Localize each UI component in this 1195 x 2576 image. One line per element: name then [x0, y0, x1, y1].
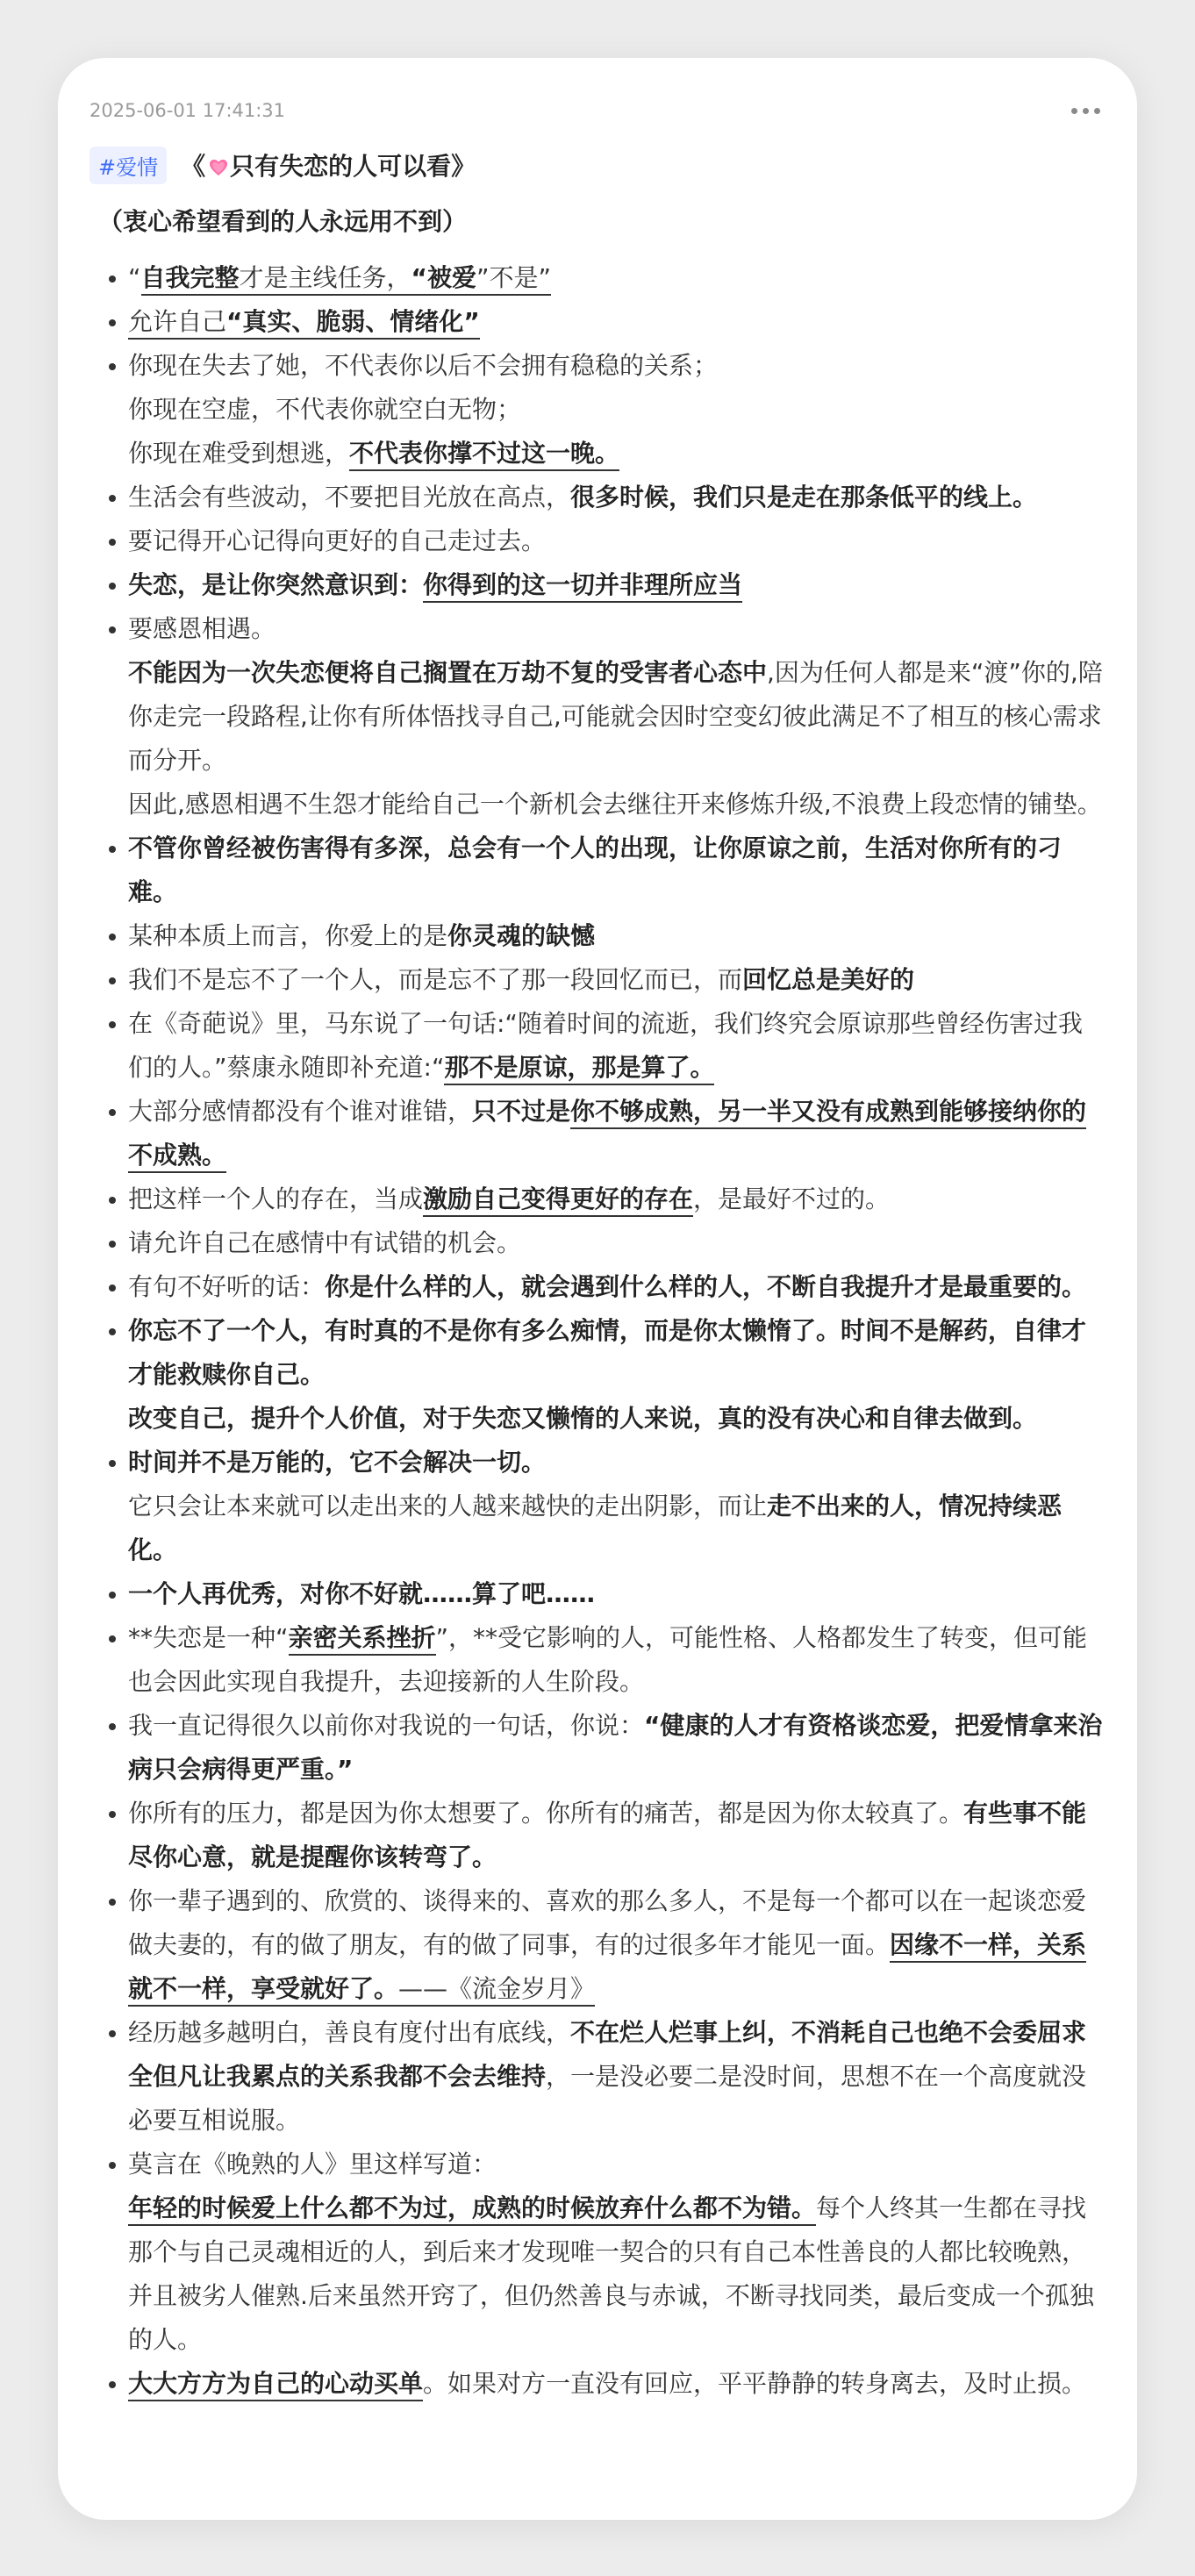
- text-segment: “: [128, 263, 141, 292]
- text-segment: 不代表你撑不过这一晚。: [349, 439, 619, 471]
- list-item-paragraph: [128, 1879, 1106, 2011]
- note-title-row: [89, 146, 1106, 184]
- list-item-paragraph: [128, 2011, 1106, 2143]
- text-segment: 要感恩相遇。: [128, 614, 276, 643]
- list-item-paragraph: [128, 1309, 1106, 1397]
- text-segment: 走不出来的人，情况持续恶化。: [128, 1492, 1063, 1564]
- list-item: [89, 1616, 1106, 1704]
- list-item-paragraph: [128, 1002, 1106, 1090]
- list-item: [89, 344, 1106, 476]
- list-item-paragraph: [128, 344, 1106, 388]
- list-item: [89, 1441, 1106, 1572]
- text-segment: 有些事不能尽你心意，就是提醒你该转弯了。: [128, 1799, 1087, 1871]
- text-segment: 你得到的这一切并非理所应当: [423, 570, 742, 603]
- text-segment: 。如果对方一直没有回应，平平静静的转身离去，及时止损。: [423, 2369, 1087, 2398]
- text-segment: 一个人再优秀，对你不好就……算了吧……: [128, 1579, 596, 1608]
- list-item-paragraph: [128, 826, 1106, 914]
- list-item-paragraph: [128, 651, 1106, 783]
- text-segment: 你不够成熟，另一半又没有成熟到能够接纳你的不成熟。: [128, 1097, 1086, 1173]
- list-item-paragraph: [128, 519, 1106, 563]
- text-segment: 每个人终其一生都在寻找那个与自己灵魂相近的人，到后来才发现唯一契合的只有自己本性善良的人都比较晚熟，并且被劣人催熟.后来虽然开窍了，但仍然善良与赤诚，不断寻找同类，最后变成一个孤独的人。: [128, 2193, 1094, 2354]
- text-segment: 我们不是忘不了一个人，而是忘不了那一段回忆而已，而: [128, 965, 743, 994]
- text-segment: 大部分感情都没有个谁对谁错，: [128, 1097, 473, 1126]
- text-segment: 你是什么样的人，就会遇到什么样的人，不断自我提升才是最重要的。: [325, 1272, 1087, 1301]
- text-segment: 生活会有些波动，不要把目光放在高点，: [128, 483, 571, 512]
- note-timestamp: 2025-06-01 17:41:31: [89, 100, 286, 121]
- note-title: [181, 147, 476, 182]
- text-segment: 把这样一个人的存在，当成: [128, 1184, 424, 1213]
- list-item: [89, 1572, 1106, 1616]
- text-segment: 那不是原谅，那是算了。: [444, 1053, 714, 1085]
- text-segment: 请允许自己在感情中有试错的机会。: [128, 1228, 522, 1257]
- text-segment: 亲密关系挫折: [289, 1623, 436, 1656]
- text-segment: 你现在失去了她，不代表你以后不会拥有稳稳的关系；: [128, 351, 719, 380]
- list-item-paragraph: [128, 914, 1106, 958]
- text-segment: ”不是”: [476, 263, 551, 296]
- list-item: [89, 1002, 1106, 1090]
- list-item-paragraph: [128, 1177, 1106, 1221]
- text-segment: 你所有的压力，都是因为你太想要了。你所有的痛苦，都是因为你太较真了。: [128, 1799, 964, 1828]
- list-item: [89, 1309, 1106, 1441]
- text-segment: ——《流金岁月》: [398, 1974, 595, 2007]
- text-segment: **失恋是一种“: [128, 1623, 289, 1652]
- title-text: 只有失恋的人可以看》: [230, 152, 476, 181]
- list-item-paragraph: [128, 1792, 1106, 1879]
- text-segment: 你一辈子遇到的、欣赏的、谈得来的、喜欢的那么多人，不是每一个都可以在一起谈恋爱做夫妻的，有的做了朋友，有的做了同事，有的过很多年才能见一面。: [128, 1886, 1087, 1959]
- text-segment: 我一直记得很久以前你对我说的一句话，你说：: [128, 1711, 645, 1740]
- list-item-paragraph: [128, 1572, 1106, 1616]
- text-segment: 允许自己: [128, 307, 226, 340]
- text-segment: 不能因为一次失恋便将自己搁置在万劫不复的受害者心态中: [128, 658, 768, 687]
- list-item: [89, 563, 1106, 607]
- text-segment: “真实、脆弱、情绪化”: [226, 307, 480, 340]
- text-segment: ，一是没必要二是没时间，思想不在一个高度就没必要互相说服。: [128, 2062, 1087, 2135]
- list-item-paragraph: [128, 2186, 1106, 2362]
- list-item-paragraph: [128, 1265, 1106, 1309]
- list-item-paragraph: [128, 2362, 1106, 2406]
- list-item: [89, 1265, 1106, 1309]
- text-segment: 回忆总是美好的: [742, 965, 915, 994]
- note-card: [58, 58, 1137, 2520]
- text-segment: 大大方方为自己的心动买单: [128, 2369, 423, 2401]
- list-item: [89, 2143, 1106, 2362]
- list-item-paragraph: [128, 783, 1106, 826]
- text-segment: 经历越多越明白，善良有度付出有底线，: [128, 2018, 571, 2047]
- text-segment: 它只会让本来就可以走出来的人越来越快的走出阴影，而让: [128, 1492, 768, 1521]
- list-item: [89, 2011, 1106, 2143]
- text-segment: “被爱: [411, 263, 476, 296]
- text-segment: 要记得开心记得向更好的自己走过去。: [128, 526, 547, 555]
- list-item: [89, 914, 1106, 958]
- list-item-paragraph: [128, 1441, 1106, 1485]
- text-segment: 只不过是: [472, 1097, 571, 1126]
- text-segment: ,因为任何人都是来“渡”你的,陪你走完一段路程,让你有所体悟找寻自己,可能就会因时空变幻彼此满足不了相互的核心需求而分开。: [128, 658, 1103, 775]
- list-item-paragraph: [128, 1090, 1106, 1177]
- text-segment: “健康的人才有资格谈恋爱，把爱情拿来治病只会病得更严重。”: [128, 1711, 1103, 1784]
- text-segment: 你灵魂的缺憾: [447, 921, 596, 950]
- list-item: [89, 1177, 1106, 1221]
- text-segment: 某种本质上而言，你爱上的是: [128, 921, 448, 950]
- list-item: [89, 519, 1106, 563]
- list-item-paragraph: [128, 388, 1106, 432]
- list-item-paragraph: [128, 2143, 1106, 2186]
- list-item-paragraph: [128, 476, 1106, 519]
- list-item: [89, 826, 1106, 914]
- text-segment: **受它影响的人，可能性格、人格都发生了转变，但可能也会因此实现自我提升，去迎接新的人生阶段。: [128, 1623, 1088, 1696]
- text-segment: 年轻的时候爱上什么都不为过，成熟的时候放弃什么都不为错。: [128, 2193, 816, 2226]
- text-segment: 莫言在《晚熟的人》里这样写道：: [128, 2150, 497, 2179]
- text-segment: 失恋，是让你突然意识到：: [128, 570, 424, 599]
- note-meta: [89, 93, 1106, 128]
- list-item: [89, 476, 1106, 519]
- list-item-paragraph: [128, 563, 1106, 607]
- text-segment: 你现在难受到想逃，: [128, 439, 350, 468]
- list-item-paragraph: [128, 1616, 1106, 1704]
- more-horizontal-icon[interactable]: [1071, 108, 1100, 114]
- text-segment: 因此,感恩相遇不生怨才能给自己一个新机会去继往开来修炼升级,不浪费上段恋情的铺垫。: [128, 790, 1102, 819]
- hashtag-tag[interactable]: #爱情: [89, 147, 167, 184]
- list-item: [89, 1704, 1106, 1792]
- list-item: [89, 1090, 1106, 1177]
- text-segment: 改变自己，提升个人价值，对于失恋又懒惰的人来说，真的没有决心和自律去做到。: [128, 1404, 1038, 1433]
- text-segment: 有句不好听的话：: [128, 1272, 326, 1301]
- list-item-paragraph: [128, 1704, 1106, 1792]
- text-segment: 才是主线任务，: [240, 263, 411, 296]
- list-item: [89, 2362, 1106, 2406]
- text-segment: 你现在空虚，不代表你就空白无物；: [128, 395, 522, 424]
- text-segment: 时间并不是万能的，它不会解决一切。: [128, 1448, 547, 1477]
- note-subtitle: （衷心希望看到的人永远用不到）: [98, 207, 468, 236]
- list-item-paragraph: [128, 1221, 1106, 1265]
- text-segment: 自我完整: [141, 263, 240, 296]
- text-segment: 不管你曾经被伤害得有多深，总会有一个人的出现，让你原谅之前，生活对你所有的刁难。: [128, 834, 1063, 906]
- text-segment: 很多时候，我们只是走在那条低平的线上。: [570, 483, 1038, 512]
- list-item-paragraph: [128, 607, 1106, 651]
- note-content: [58, 58, 1137, 2520]
- list-item: [89, 1221, 1106, 1265]
- list-item-paragraph: [128, 1397, 1106, 1441]
- text-segment: 在《奇葩说》里，马东说了一句话:“随着时间的流逝，我们终究会原谅那些曾经伤害过我们的人。”蔡康永随即补充道:“: [128, 1009, 1083, 1082]
- list-item: [89, 1879, 1106, 2011]
- text-segment: 你忘不了一个人，有时真的不是你有多么痴情，而是你太懒惰了。时间不是解药，自律才才能救赎你自己。: [128, 1316, 1087, 1389]
- text-segment: 激励自己变得更好的存在: [423, 1184, 693, 1217]
- list-item: [89, 958, 1106, 1002]
- text-segment: ，是最好不过的。: [693, 1184, 891, 1213]
- list-item-paragraph: [128, 300, 1106, 344]
- list-item-paragraph: [128, 432, 1106, 476]
- list-item: [89, 1792, 1106, 1879]
- pink-heart-icon: [209, 159, 228, 176]
- list-item-paragraph: [128, 256, 1106, 300]
- list-item-paragraph: [128, 1485, 1106, 1572]
- text-segment: 不在烂人烂事上纠，不消耗自己也绝不会委屈求全但凡让我累点的关系我都不会去维持: [128, 2018, 1087, 2091]
- list-item-paragraph: [128, 958, 1106, 1002]
- text-segment: 因缘不一样，关系就不一样，享受就好了。: [128, 1930, 1086, 2007]
- list-item: [89, 256, 1106, 300]
- list-item: [89, 300, 1106, 344]
- list-item: [89, 607, 1106, 826]
- text-segment: ”，: [435, 1623, 474, 1652]
- bullet-list: [89, 256, 1106, 2406]
- title-open-bracket: 《: [181, 152, 206, 181]
